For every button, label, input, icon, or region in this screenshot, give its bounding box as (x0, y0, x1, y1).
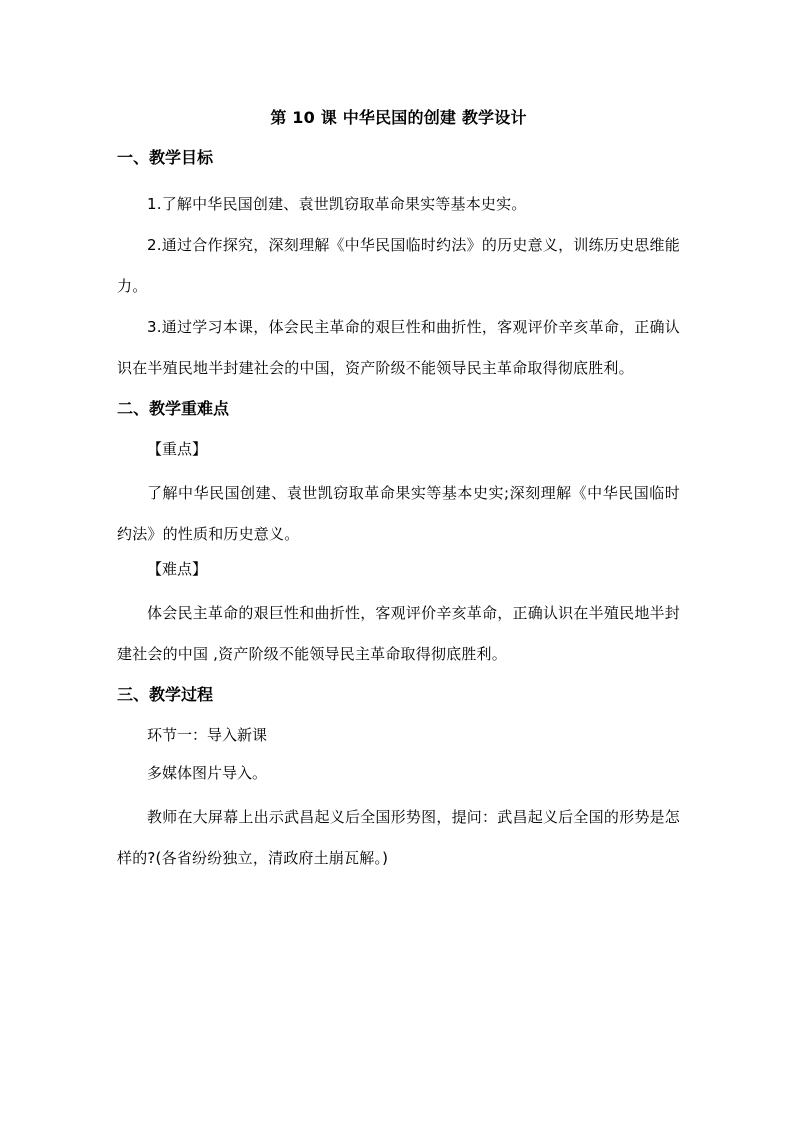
document-title: 第 10 课 中华民国的创建 教学设计 (270, 108, 527, 127)
section-heading-process: 三、教学过程 (117, 685, 214, 704)
objective-2: 2.通过合作探究，深刻理解《中华民国临时约法》的历史意义，训练历史思维能力。 (117, 236, 680, 295)
key-point-text: 了解中华民国创建、袁世凯窃取革命果实等基本史实;深刻理解《中华民国临时约法》的性质和历史意义。 (117, 484, 680, 543)
section-heading-key-difficult: 二、教学重难点 (117, 399, 230, 418)
step-1-text: 教师在大屏幕上出示武昌起义后全国形势图，提问：武昌起义后全国的形势是怎样的?(各省纷纷独立，清政府土崩瓦解。) (117, 808, 680, 867)
step-1-line: 多媒体图片导入。 (147, 764, 268, 782)
difficult-text: 体会民主革命的艰巨性和曲折性，客观评价辛亥革命，正确认识在半殖民地半封建社会的中国 ,资产阶级不能领导民主革命取得彻底胜利。 (117, 604, 680, 663)
objective-1: 1.了解中华民国创建、袁世凯窃取革命果实等基本史实。 (147, 195, 527, 213)
key-point-label: 【重点】 (147, 440, 208, 458)
objective-3: 3.通过学习本课，体会民主革命的艰巨性和曲折性，客观评价辛亥革命，正确认识在半殖民地半封建社会的中国，资产阶级不能领导民主革命取得彻底胜利。 (117, 318, 680, 377)
step-1-label: 环节一：导入新课 (147, 726, 268, 744)
section-heading-objectives: 一、教学目标 (117, 148, 214, 167)
difficult-label: 【难点】 (147, 560, 208, 578)
document-content (117, 104, 680, 879)
